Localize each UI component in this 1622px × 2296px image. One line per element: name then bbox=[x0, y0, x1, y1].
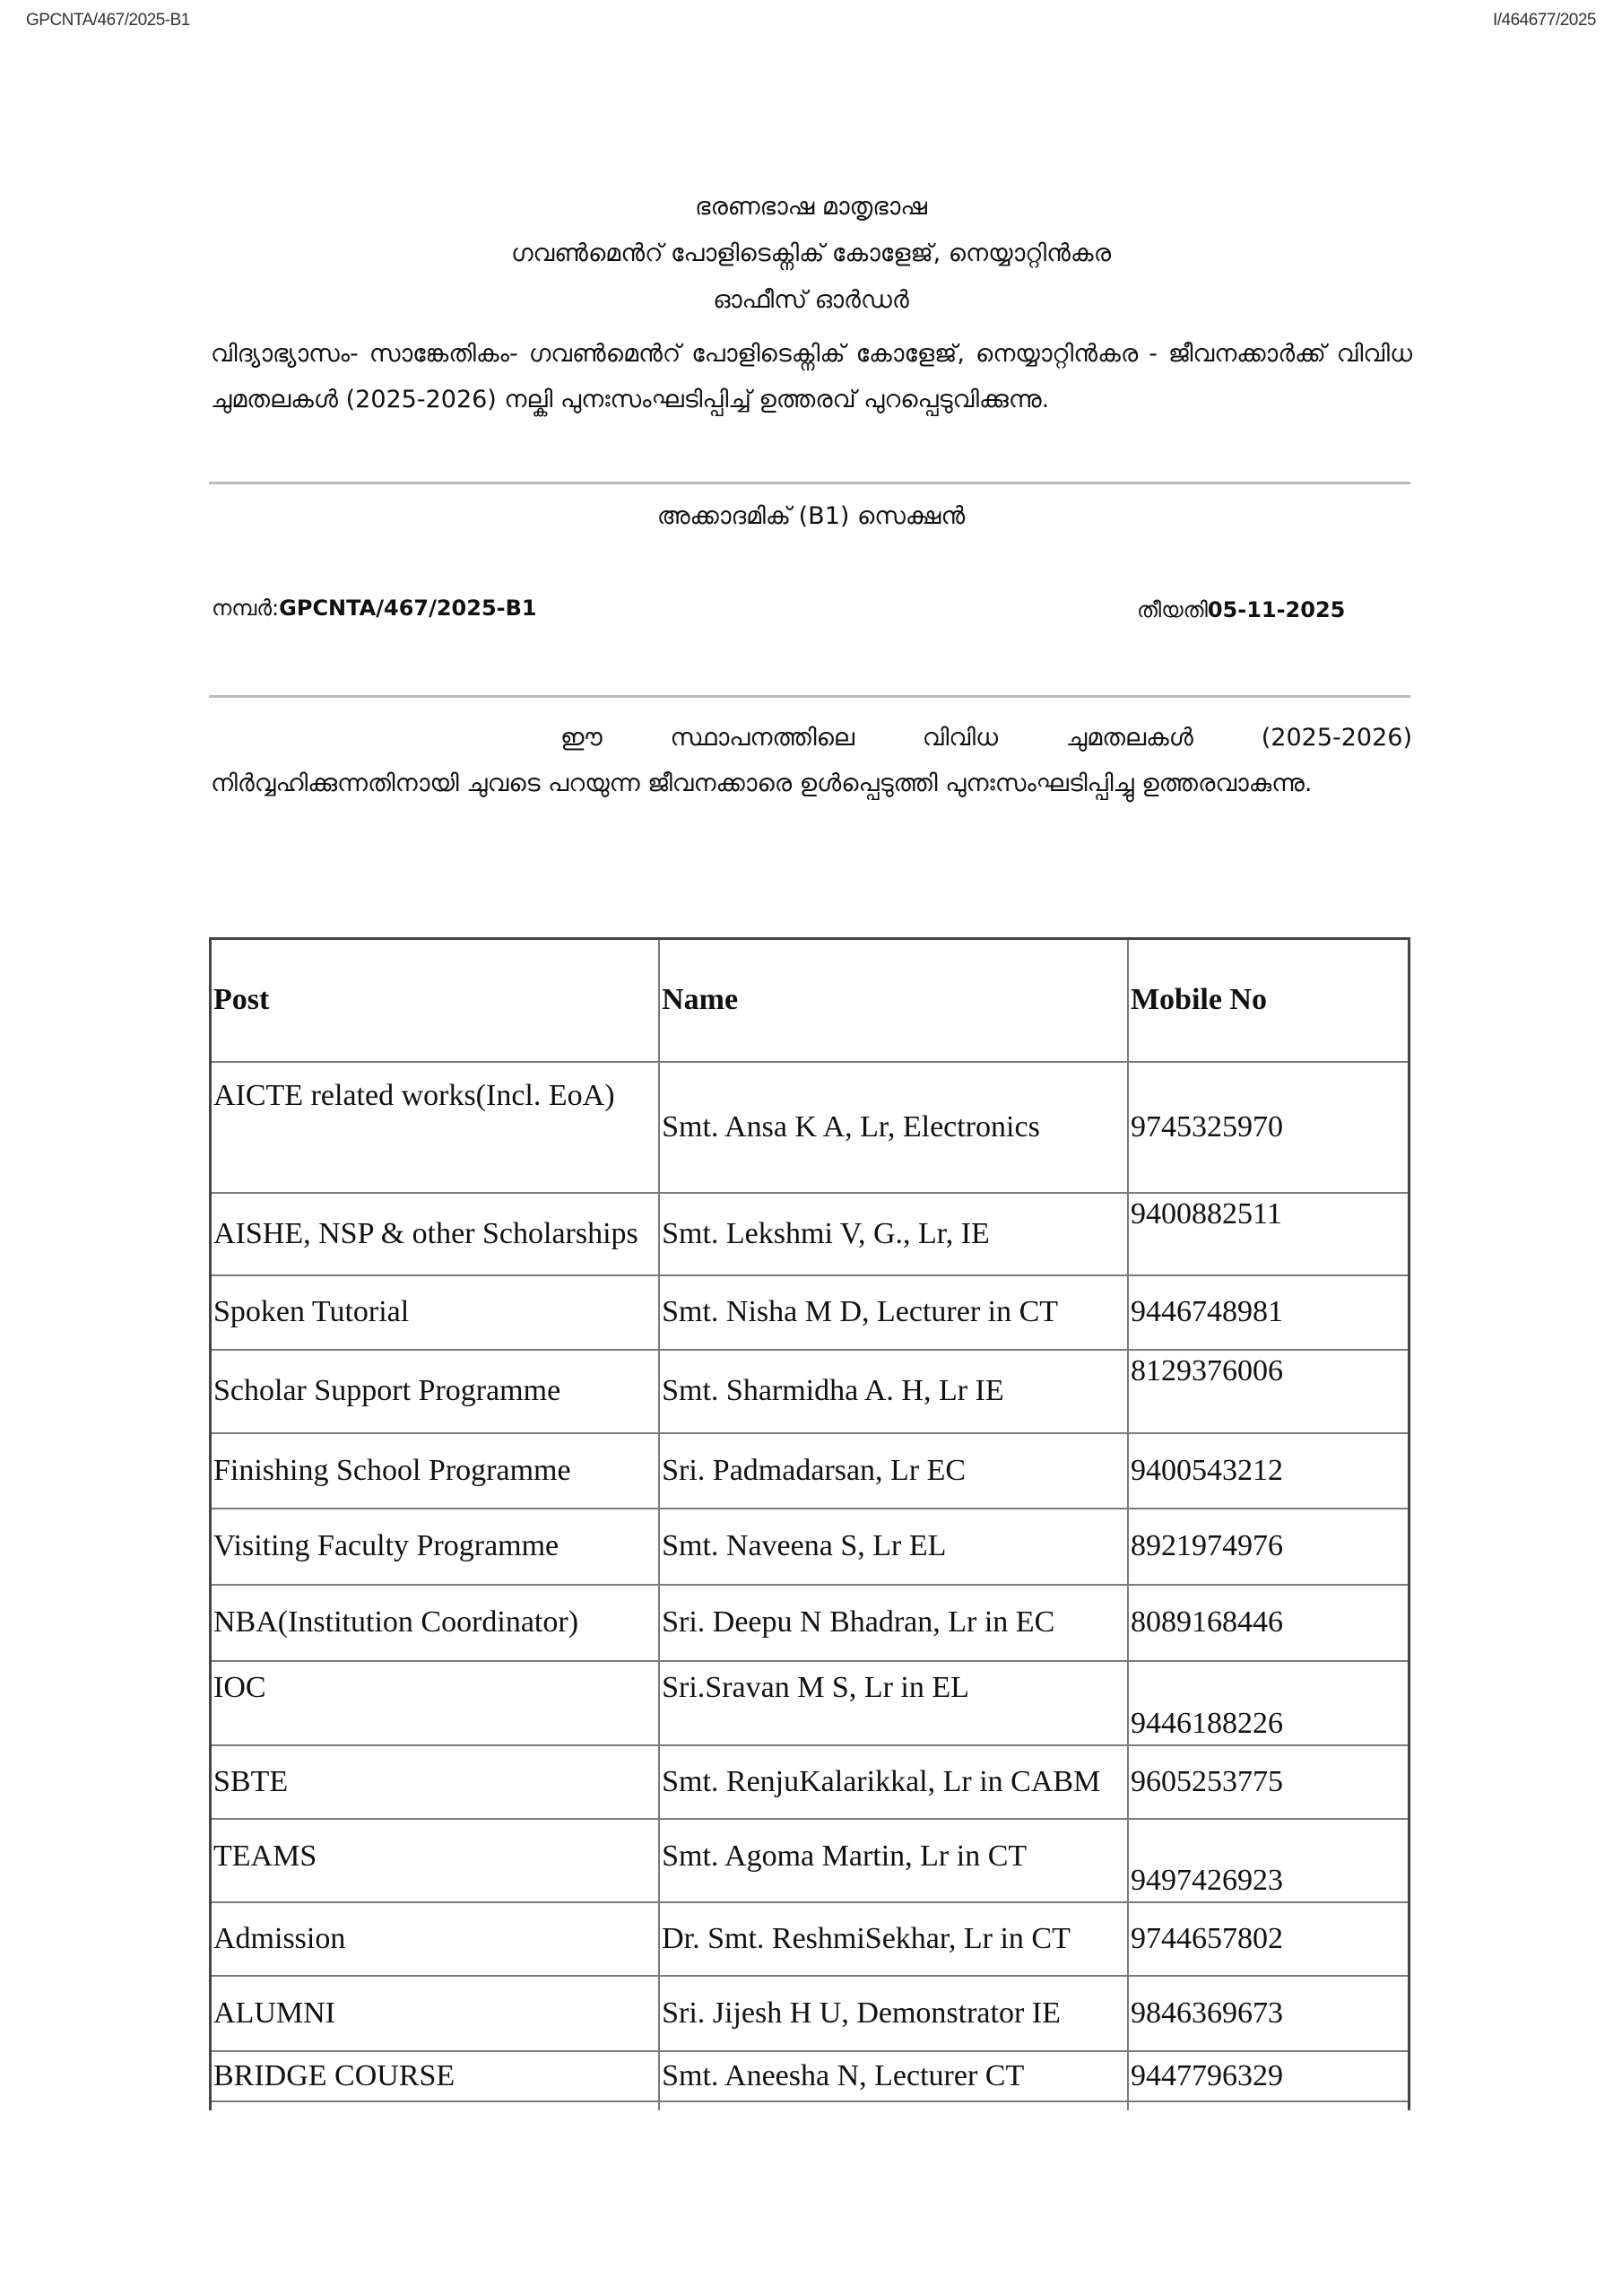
table-row bbox=[211, 1661, 1409, 1745]
cell-name: Smt. Naveena S, Lr EL bbox=[659, 1509, 1128, 1585]
letterhead-office-order: ഓഫീസ് ഓർഡർ bbox=[713, 286, 909, 314]
divider-top bbox=[209, 482, 1410, 484]
column-header-name: Name bbox=[659, 939, 1128, 1062]
table-row bbox=[211, 1275, 1409, 1350]
cell-mobile: 9400543212 bbox=[1128, 1433, 1409, 1509]
table-row bbox=[211, 1062, 1409, 1193]
cell-mobile: 8921974976 bbox=[1128, 1509, 1409, 1585]
cell-post: Admission bbox=[211, 1902, 660, 1976]
cell-post: Spoken Tutorial bbox=[211, 1275, 660, 1350]
cell-post: BRIDGE COURSE bbox=[211, 2051, 660, 2101]
subject-paragraph: വിദ്യാഭ്യാസം- സാങ്കേതികം- ഗവൺമെൻറ് പോളിടെക്നിക് കോളേജ്, നെയ്യാറ്റിൻകര - ജീവനക്കാർക്ക് വിവിധ ചുമതലകൾ (2025-2026) നല്കി പുനഃസംഘടിപ്പിച്ച് ഉത്തരവ് പുറപ്പെടുവിക്കുന്നു. bbox=[211, 340, 1412, 413]
table-continuation-stub bbox=[211, 2101, 1409, 2110]
order-date-value: 05-11-2025 bbox=[1207, 597, 1346, 622]
cell-post: AISHE, NSP & other Scholarships bbox=[211, 1193, 660, 1275]
body-paragraph: ഈ സ്ഥാപനത്തിലെ വിവിധ ചുമതലകൾ (2025-2026) നിർവ്വഹിക്കുന്നതിനായി ചുവടെ പറയുന്ന ജീവനക്കാരെ ഉൾപ്പെടുത്തി പുനഃസംഘടിപ്പിച്ചു ഉത്തരവാകുന്നു. bbox=[211, 724, 1412, 797]
order-date-label: തീയതി bbox=[1137, 597, 1208, 622]
order-number-label: നമ്പർ: bbox=[212, 596, 280, 621]
table-row bbox=[211, 1745, 1409, 1819]
cell-post: Visiting Faculty Programme bbox=[211, 1509, 660, 1585]
cell-mobile: 9846369673 bbox=[1128, 1976, 1409, 2051]
table-row bbox=[211, 1902, 1409, 1976]
order-number-value: GPCNTA/467/2025-B1 bbox=[279, 596, 537, 621]
cell-name: Smt. Aneesha N, Lecturer CT bbox=[659, 2051, 1128, 2101]
cell-name: Smt. RenjuKalarikkal, Lr in CABM bbox=[659, 1745, 1128, 1819]
cell-post: ALUMNI bbox=[211, 1976, 660, 2051]
cell-post: SBTE bbox=[211, 1745, 660, 1819]
table-row bbox=[211, 1819, 1409, 1902]
table-row bbox=[211, 1350, 1409, 1433]
cell-post: AICTE related works(Incl. EoA) bbox=[211, 1062, 660, 1193]
cell-mobile: 9446748981 bbox=[1128, 1275, 1409, 1350]
cell-mobile: 9605253775 bbox=[1128, 1745, 1409, 1819]
order-number bbox=[212, 596, 537, 621]
table-row bbox=[211, 1585, 1409, 1661]
cell-mobile: 9446188226 bbox=[1128, 1661, 1409, 1745]
page-header-right-ref: I/464677/2025 bbox=[1492, 11, 1596, 30]
table-header-row bbox=[211, 939, 1409, 1062]
cell-mobile: 9447796329 bbox=[1128, 2051, 1409, 2101]
section-title: അക്കാദമിക് (B1) സെക്ഷൻ bbox=[656, 502, 966, 530]
cell-mobile: 9400882511 bbox=[1128, 1193, 1409, 1275]
cell-post: Scholar Support Programme bbox=[211, 1350, 660, 1433]
order-date bbox=[1137, 597, 1345, 622]
cell-post: Finishing School Programme bbox=[211, 1433, 660, 1509]
table-row bbox=[211, 2051, 1409, 2101]
cell-name: Smt. Nisha M D, Lecturer in CT bbox=[659, 1275, 1128, 1350]
cell-mobile: 8129376006 bbox=[1128, 1350, 1409, 1433]
cell-name: Sri. Jijesh H U, Demonstrator IE bbox=[659, 1976, 1128, 2051]
cell-post: IOC bbox=[211, 1661, 660, 1745]
cell-name: Dr. Smt. ReshmiSekhar, Lr in CT bbox=[659, 1902, 1128, 1976]
cell-name: Smt. Ansa K A, Lr, Electronics bbox=[659, 1062, 1128, 1193]
cell-mobile: 8089168446 bbox=[1128, 1585, 1409, 1661]
column-header-mobile: Mobile No bbox=[1128, 939, 1409, 1062]
table-row bbox=[211, 1193, 1409, 1275]
cell-mobile: 9744657802 bbox=[1128, 1902, 1409, 1976]
cell-name: Sri.Sravan M S, Lr in EL bbox=[659, 1661, 1128, 1745]
letterhead-line-1: ഭരണഭാഷ മാതൃഭാഷ bbox=[695, 193, 927, 221]
page-header-left-ref: GPCNTA/467/2025-B1 bbox=[26, 11, 190, 30]
cell-mobile: 9745325970 bbox=[1128, 1062, 1409, 1193]
cell-name: Sri. Deepu N Bhadran, Lr in EC bbox=[659, 1585, 1128, 1661]
cell-post: NBA(Institution Coordinator) bbox=[211, 1585, 660, 1661]
divider-bottom bbox=[209, 695, 1410, 698]
cell-name: Smt. Agoma Martin, Lr in CT bbox=[659, 1819, 1128, 1902]
duty-assignment-table bbox=[209, 937, 1410, 2110]
table-row bbox=[211, 1433, 1409, 1509]
cell-name: Smt. Sharmidha A. H, Lr IE bbox=[659, 1350, 1128, 1433]
letterhead-college-name: ഗവൺമെൻറ് പോളിടെക്നിക് കോളേജ്, നെയ്യാറ്റിൻകര bbox=[510, 239, 1112, 267]
table-row bbox=[211, 1509, 1409, 1585]
cell-name: Smt. Lekshmi V, G., Lr, IE bbox=[659, 1193, 1128, 1275]
cell-post: TEAMS bbox=[211, 1819, 660, 1902]
column-header-post: Post bbox=[211, 939, 660, 1062]
cell-mobile: 9497426923 bbox=[1128, 1819, 1409, 1902]
table-row bbox=[211, 1976, 1409, 2051]
cell-name: Sri. Padmadarsan, Lr EC bbox=[659, 1433, 1128, 1509]
